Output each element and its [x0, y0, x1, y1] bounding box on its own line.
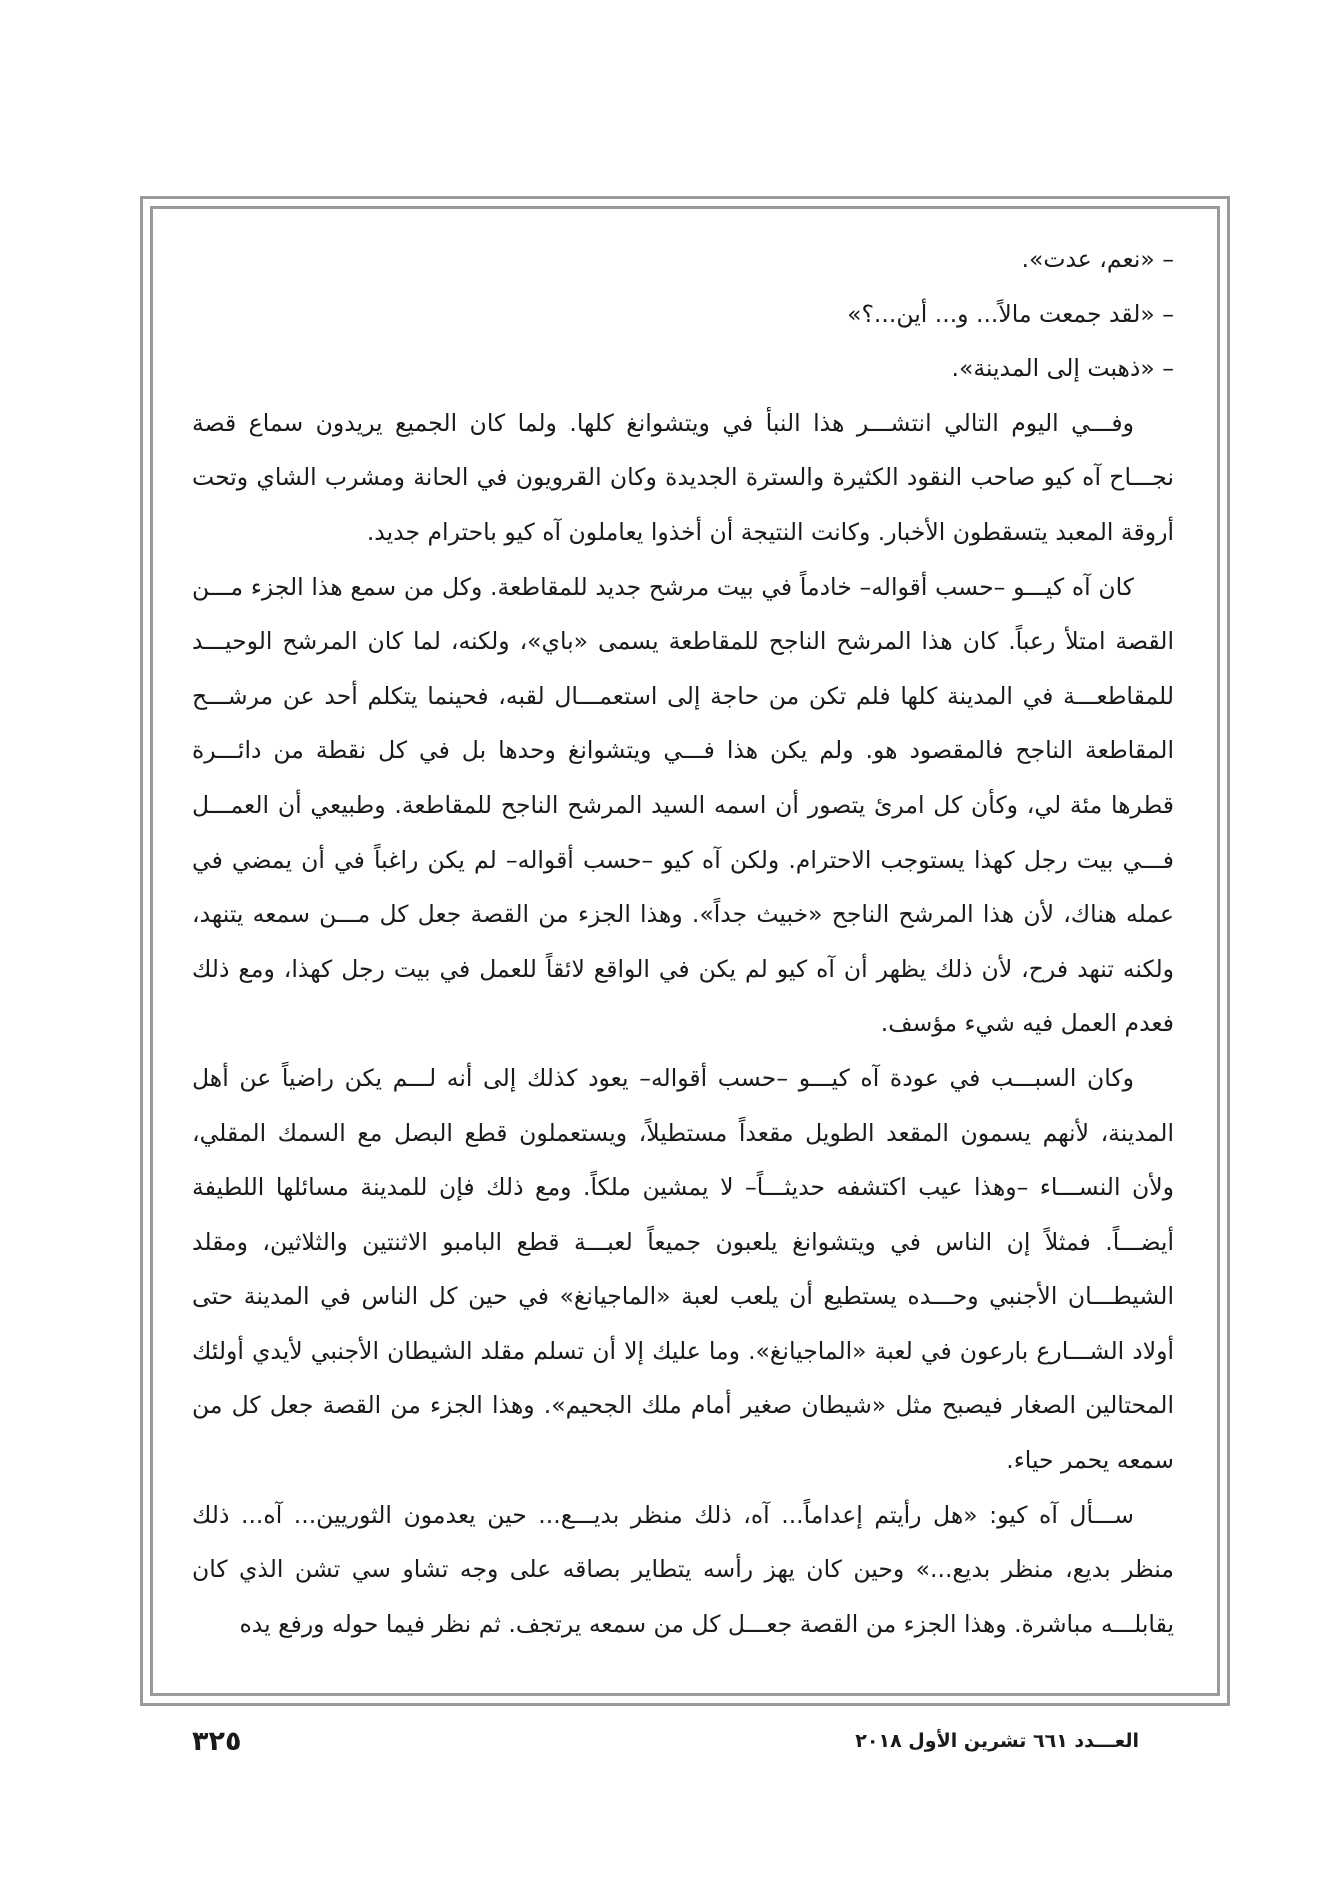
paragraph: ســـأل آه كيو: «هل رأيتم إعداماً... آه، ذلك منظر بديـــع... حين يعدمون الثوريين... آه... ذلك منظر بديع، منظر بديع...» وحين كان يهز رأسه يتطاير بصاقه على وجه تشاو سي تشن الذي كان يقابلـــه مباشرة. وهذا الجزء من القصة جعـــل كل من سمعه يرتجف. ثم نظر فيما حوله ورفع يده: [192, 1500, 1174, 1638]
article-body: [192, 232, 1174, 1651]
dialog-line: – «ذهبت إلى المدينة».: [951, 354, 1174, 383]
page-number: ٣٢٥: [192, 1726, 242, 1757]
paragraph: وكان السبـــب في عودة آه كيـــو –حسب أقواله– يعود كذلك إلى أنه لـــم يكن راضياً عن أهل المدينة، لأنهم يسمون المقعد الطويل مقعداً مستطيلاً، ويستعملون قطع البصل مع السمك المقلي، ولأن النســـاء –وهذا عيب اكتشفه حديثـــاً– لا يمشين ملكاً. ومع ذلك فإن للمدينة مسائلها اللطيفة أيضـــاً. فمثلاً إن الناس في ويتشوانغ يلعبون جميعاً لعبـــة قطع البامبو الاثنتين والثلاثين، ومقلد الشيطـــان الأجنبي وحـــده يستطيع أن يلعب لعبة «الماجيانغ» في حين كل الناس في المدينة حتى أولاد الشـــارع بارعون في لعبة «الماجيانغ». وما عليك إلا أن تسلم مقلد الشيطان الأجنبي لأيدي أولئك المحتالين الصغار فيصبح مثل «شيطان صغير أمام ملك الجحيم». وهذا الجزء من القصة جعل كل من سمعه يحمر حياء.: [192, 1063, 1174, 1475]
paragraph: وفـــي اليوم التالي انتشـــر هذا النبأ في ويتشوانغ كلها. ولما كان الجميع يريدون سماع قصة نجـــاح آه كيو صاحب النقود الكثيرة والسترة الجديدة وكان القرويون في الحانة ومشرب الشاي وتحت أروقة المعبد يتسقطون الأخبار. وكانت النتيجة أن أخذوا يعاملون آه كيو باحترام جديد.: [192, 408, 1174, 546]
dialog-line: – «نعم، عدت».: [1021, 245, 1174, 273]
paragraph: كان آه كيـــو –حسب أقواله– خادماً في بيت مرشح جديد للمقاطعة. وكل من سمع هذا الجزء مـــن القصة امتلأ رعباً. كان هذا المرشح الناجح للمقاطعة يسمى «باي»، ولكنه، لما كان المرشح الوحيـــد للمقاطعـــة في المدينة كلها فلم تكن من حاجة إلى استعمـــال لقبه، فحينما يتكلم أحد عن مرشـــح المقاطعة الناجح فالمقصود هو. ولم يكن هذا فـــي ويتشوانغ وحدها بل في كل نقطة من دائـــرة قطرها مئة لي، وكأن كل امرئ يتصور أن اسمه السيد المرشح الناجح للمقاطعة. وطبيعي أن العمـــل فـــي بيت رجل كهذا يستوجب الاحترام. ولكن آه كيو –حسب أقواله– لم يكن راغباً في أن يمضي في عمله هناك، لأن هذا المرشح الناجح «خبيث جداً». وهذا الجزء من القصة جعل كل مـــن سمعه يتنهد، ولكنه تنهد فرح، لأن ذلك يظهر أن آه كيو لم يكن في الواقع لائقاً للعمل في بيت رجل كهذا، ومع ذلك فعدم العمل فيه شيء مؤسف.: [192, 572, 1174, 1038]
dialog-line: – «لقد جمعت مالاً... و... أين...؟»: [847, 299, 1174, 328]
issue-info: العـــدد ٦٦١ تشرين الأول ٢٠١٨: [855, 1730, 1139, 1752]
